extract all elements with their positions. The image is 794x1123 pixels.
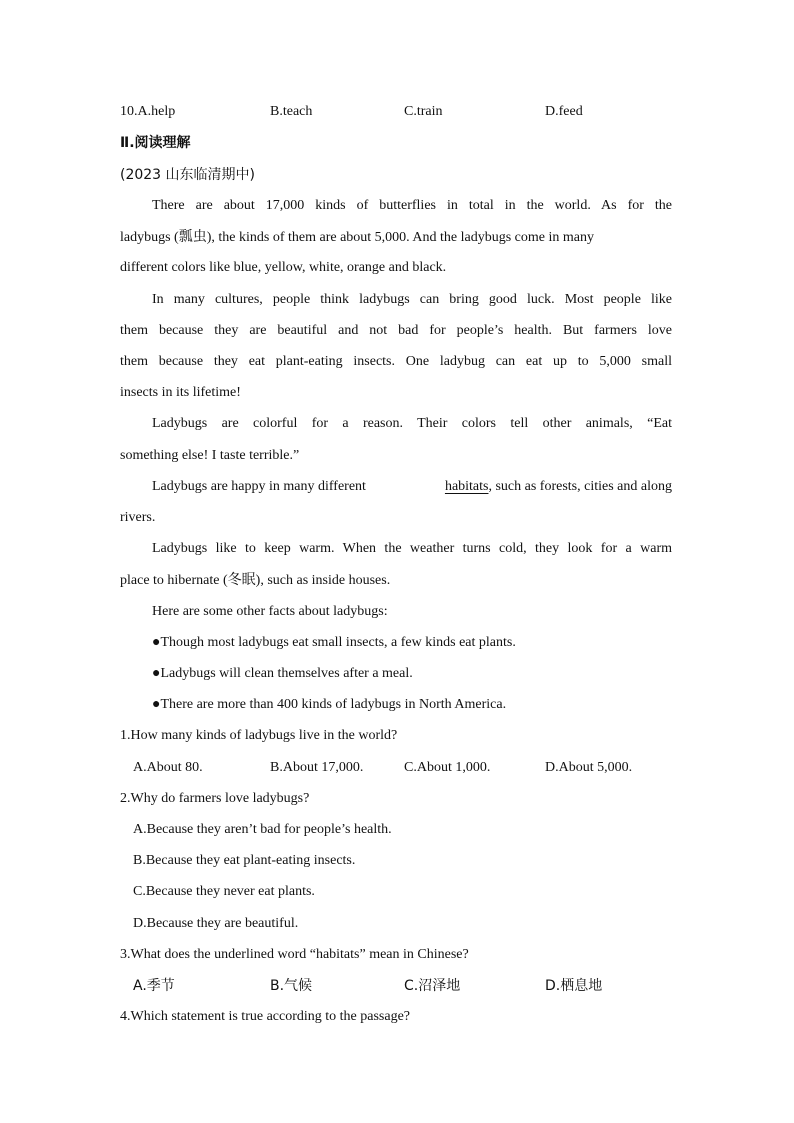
q1-stem: 1.How many kinds of ladybugs live in the world? xyxy=(120,728,398,743)
q1-option-c: C.About 1,000. xyxy=(404,760,491,775)
p3-line1: Ladybugs are colorful for a reason. Their colors tell other animals, “Eat xyxy=(152,416,672,431)
q10-option-b: B.teach xyxy=(270,104,313,119)
p4-line1 xyxy=(152,477,672,497)
p1-line1: There are about 17,000 kinds of butterflies in total in the world. As for the xyxy=(152,198,672,213)
p4-line2: rivers. xyxy=(120,510,156,525)
q10-option-d: D.feed xyxy=(545,104,583,119)
p6-line1: Here are some other facts about ladybugs: xyxy=(152,604,388,619)
p5-line2-b: ), such as inside houses. xyxy=(255,573,391,588)
p1-line2 xyxy=(120,227,672,248)
q1-option-b: B.About 17,000. xyxy=(270,760,364,775)
q2-stem: 2.Why do farmers love ladybugs? xyxy=(120,791,310,806)
bullet-3: ●There are more than 400 kinds of ladybugs in North America. xyxy=(152,697,507,712)
q2-option-b: B.Because they eat plant-eating insects. xyxy=(133,853,356,868)
p1-line2-b: ), the kinds of them are about 5,000. And the ladybugs come in many xyxy=(206,230,594,245)
p2-line3: them because they eat plant-eating insects. One ladybug can eat up to 5,000 small xyxy=(120,354,672,369)
q2-option-d: D.Because they are beautiful. xyxy=(133,916,299,931)
q1-option-d: D.About 5,000. xyxy=(545,760,633,775)
habitats-word: habitats xyxy=(444,479,489,494)
bullet-2: ●Ladybugs will clean themselves after a meal. xyxy=(152,666,413,681)
q10-option-a: 10.A.help xyxy=(120,104,176,119)
source-text: (2023 山东临清期中) xyxy=(120,167,256,183)
p1-line2-cn: 瓢虫 xyxy=(178,229,207,245)
p1-line2-a: ladybugs ( xyxy=(120,230,179,245)
p2-line1: In many cultures, people think ladybugs can bring good luck. Most people like xyxy=(152,292,672,307)
q1-option-a: A.About 80. xyxy=(133,760,203,775)
q10-option-c: C.train xyxy=(404,104,443,119)
q3-option-c: C.沼泽地 xyxy=(404,978,461,994)
q3-option-a: A.季节 xyxy=(133,978,175,994)
p3-line2: something else! I taste terrible.” xyxy=(120,448,300,463)
q3-option-d: D.栖息地 xyxy=(545,978,603,994)
p5-line2 xyxy=(120,570,672,591)
p4-after: , such as forests, cities and along xyxy=(488,479,672,494)
q3-option-b: B.气候 xyxy=(270,978,313,994)
p1-line3: different colors like blue, yellow, white, orange and black. xyxy=(120,260,447,275)
p5-line2-a: place to hibernate ( xyxy=(120,573,228,588)
q2-option-c: C.Because they never eat plants. xyxy=(133,884,315,899)
q4-stem: 4.Which statement is true according to the passage? xyxy=(120,1009,411,1024)
section-source xyxy=(120,165,255,186)
habitats-underlined xyxy=(445,477,672,497)
section-title: Ⅱ.阅读理解 xyxy=(120,135,191,151)
p2-line2: them because they are beautiful and not bad for people’s health. But farmers love xyxy=(120,323,672,338)
p5-line1: Ladybugs like to keep warm. When the weather turns cold, they look for a warm xyxy=(152,541,672,556)
bullet-1: ●Though most ladybugs eat small insects, a few kinds eat plants. xyxy=(152,635,516,650)
p2-line4: insects in its lifetime! xyxy=(120,385,241,400)
p5-line2-cn: 冬眠 xyxy=(227,572,256,588)
q3-stem: 3.What does the underlined word “habitats” mean in Chinese? xyxy=(120,947,469,962)
p4-before: Ladybugs are happy in many different xyxy=(152,479,366,494)
q2-option-a: A.Because they aren’t bad for people’s health. xyxy=(133,822,392,837)
